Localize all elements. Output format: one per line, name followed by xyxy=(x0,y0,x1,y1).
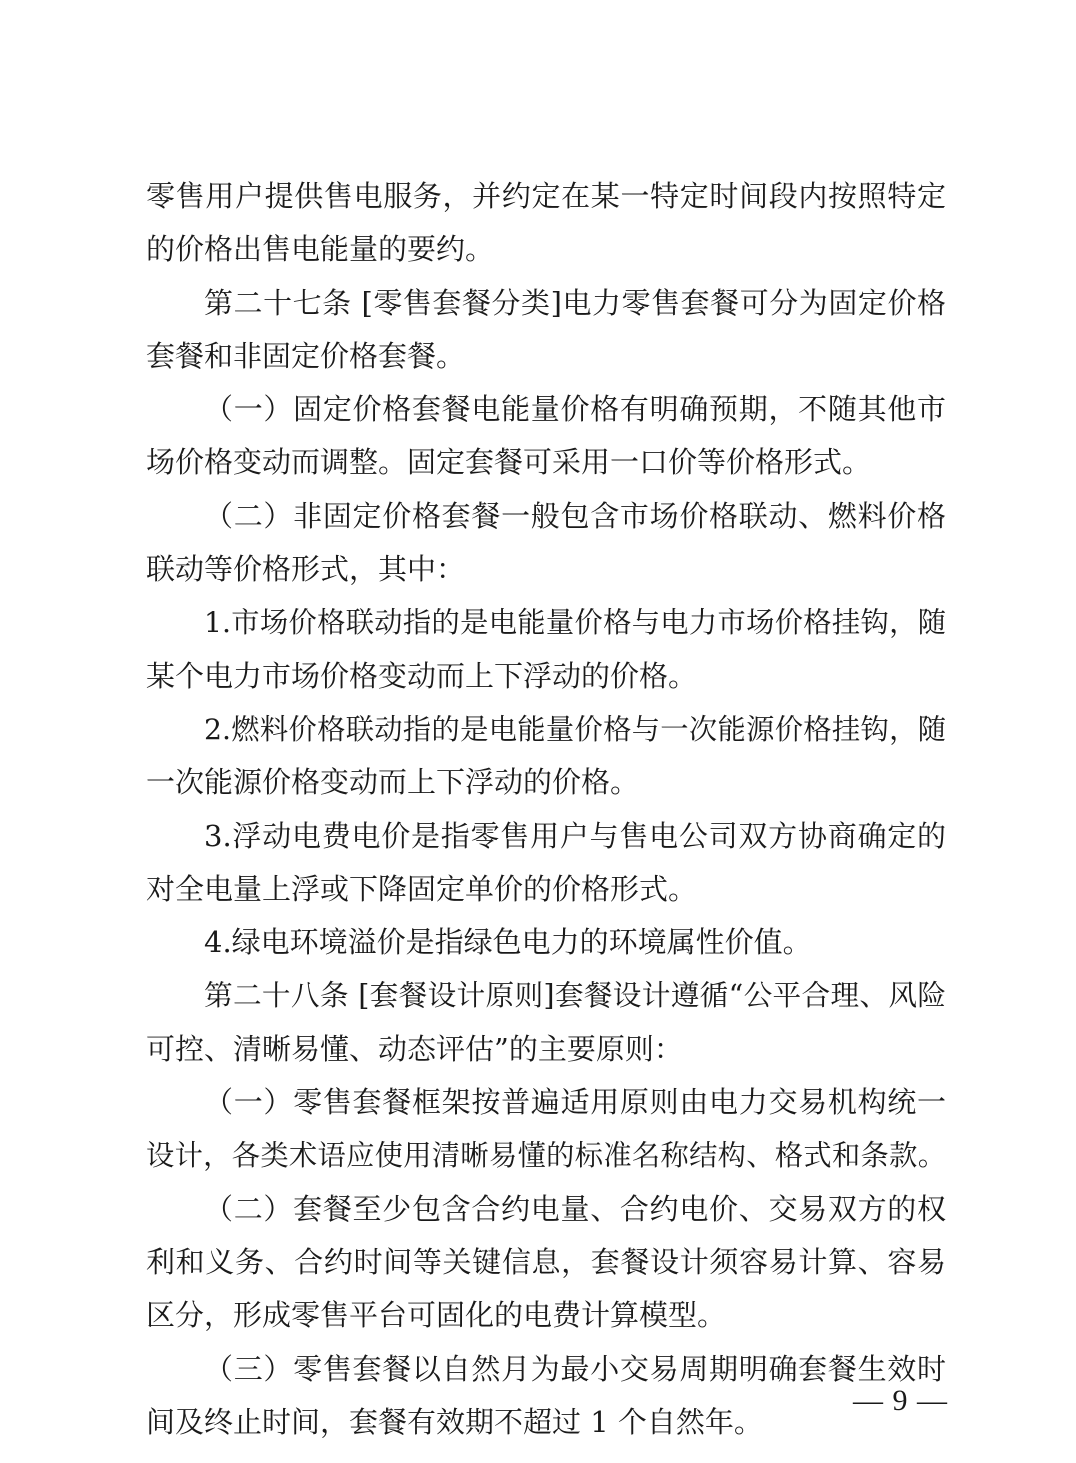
article-27-heading: 第二十七条 [零售套餐分类]电力零售套餐可分为固定价格 xyxy=(204,285,946,320)
text-line: 可控、清晰易懂、动态评估”的主要原则： xyxy=(146,1031,683,1066)
text-line: 利和义务、合约时间等关键信息，套餐设计须容易计算、容易 xyxy=(146,1244,946,1279)
article-28-heading: 第二十八条 [套餐设计原则]套餐设计遵循“公平合理、风险 xyxy=(204,978,946,1013)
clause-27-2: （二）非固定价格套餐一般包含市场价格联动、燃料价格 xyxy=(204,498,946,533)
clause-28-3: （三）零售套餐以自然月为最小交易周期明确套餐生效时 xyxy=(204,1351,946,1386)
item-3: 3.浮动电费电价是指零售用户与售电公司双方协商确定的 xyxy=(204,818,946,853)
text-line: 联动等价格形式，其中： xyxy=(146,552,466,587)
page-number: — 9 — xyxy=(853,1384,948,1417)
text-line: 场价格变动而调整。固定套餐可采用一口价等价格形式。 xyxy=(146,445,872,480)
text-line: 套餐和非固定价格套餐。 xyxy=(146,338,466,373)
text-line: 零售用户提供售电服务，并约定在某一特定时间段内按照特定 xyxy=(146,179,946,213)
text-line: 间及终止时间，套餐有效期不超过 1 个自然年。 xyxy=(146,1404,763,1439)
text-line: 区分，形成零售平台可固化的电费计算模型。 xyxy=(146,1298,727,1333)
clause-28-2: （二）套餐至少包含合约电量、合约电价、交易双方的权 xyxy=(204,1191,946,1226)
text-line: 一次能源价格变动而上下浮动的价格。 xyxy=(146,765,640,800)
text-line: 某个电力市场价格变动而上下浮动的价格。 xyxy=(146,658,698,693)
text-line: 的价格出售电能量的要约。 xyxy=(146,232,495,267)
item-4: 4.绿电环境溢价是指绿色电力的环境属性价值。 xyxy=(204,925,812,960)
text-line: 对全电量上浮或下降固定单价的价格形式。 xyxy=(146,871,698,906)
clause-28-1: （一）零售套餐框架按普遍适用原则由电力交易机构统一 xyxy=(204,1085,946,1120)
item-2: 2.燃料价格联动指的是电能量价格与一次能源价格挂钩，随 xyxy=(204,712,946,746)
clause-27-1: （一）固定价格套餐电能量价格有明确预期，不随其他市 xyxy=(204,392,946,427)
document-body xyxy=(146,170,946,1449)
item-1: 1.市场价格联动指的是电能量价格与电力市场价格挂钩，随 xyxy=(204,606,946,640)
text-line: 设计，各类术语应使用清晰易懂的标准名称结构、格式和条款。 xyxy=(146,1139,946,1173)
